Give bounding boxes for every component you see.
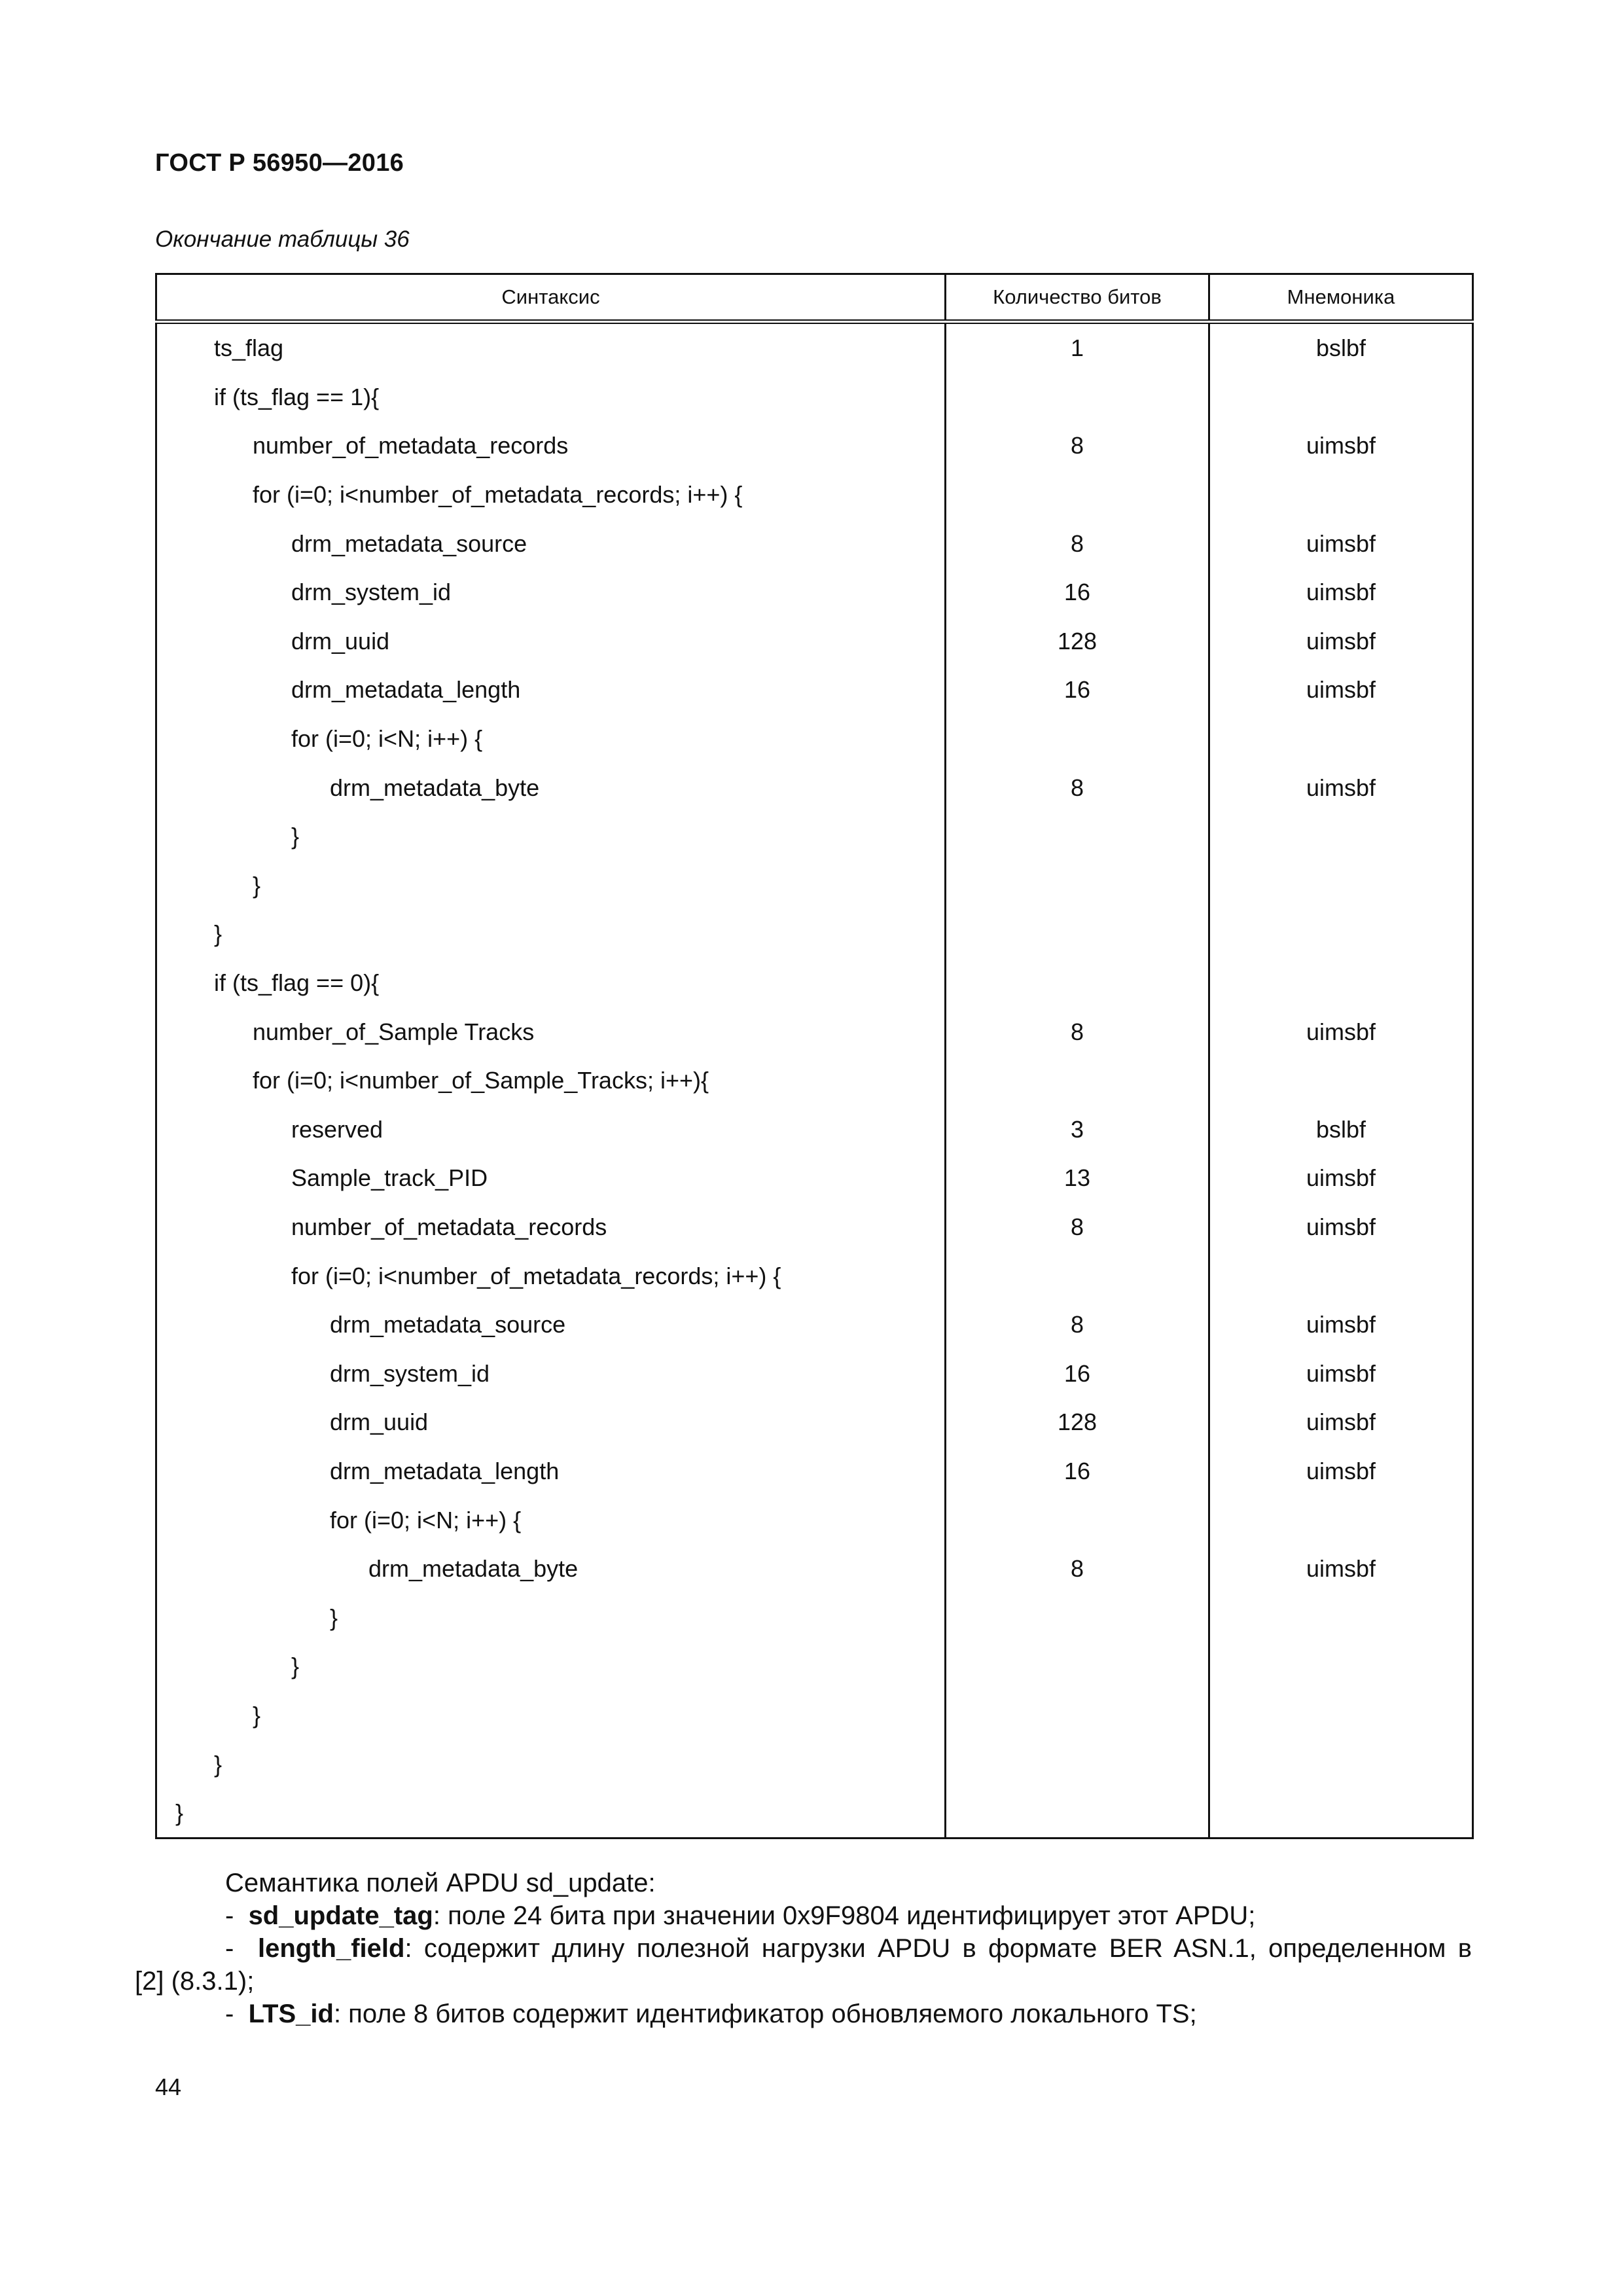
bits-cell: 8 — [946, 1545, 1209, 1594]
syntax-cell: } — [156, 1740, 946, 1789]
bits-cell: 8 — [946, 1203, 1209, 1252]
syntax-cell: drm_uuid — [156, 1398, 946, 1447]
table-header — [156, 274, 1473, 322]
syntax-cell: number_of_metadata_records — [156, 422, 946, 471]
bits-cell: 8 — [946, 763, 1209, 812]
mnemonic-cell — [1209, 373, 1473, 422]
syntax-cell: } — [156, 1593, 946, 1642]
syntax-cell: number_of_metadata_records — [156, 1203, 946, 1252]
bits-cell: 3 — [946, 1105, 1209, 1155]
mnemonic-cell: uimsbf — [1209, 1349, 1473, 1398]
mnemonic-cell: uimsbf — [1209, 422, 1473, 471]
item-text: : поле 8 битов содержит идентификатор обновляемого локального TS; — [333, 2000, 1197, 2028]
bits-cell: 16 — [946, 568, 1209, 617]
mnemonic-cell: bslbf — [1209, 322, 1473, 373]
table-row — [156, 763, 1473, 812]
bits-cell — [946, 471, 1209, 520]
bits-cell: 16 — [946, 666, 1209, 715]
table-header-row — [156, 274, 1473, 322]
item-term: sd_update_tag — [248, 1901, 433, 1930]
syntax-cell: drm_metadata_byte — [156, 763, 946, 812]
bits-cell: 128 — [946, 1398, 1209, 1447]
semantics-intro: Семантика полей APDU sd_update: — [225, 1869, 656, 1897]
syntax-cell: } — [156, 910, 946, 959]
bits-cell — [946, 373, 1209, 422]
mnemonic-cell: bslbf — [1209, 1105, 1473, 1155]
table-row — [156, 617, 1473, 666]
syntax-cell: if (ts_flag == 1){ — [156, 373, 946, 422]
table-row — [156, 519, 1473, 568]
bits-cell — [946, 1789, 1209, 1839]
table-row — [156, 715, 1473, 764]
table-row — [156, 1447, 1473, 1496]
bits-cell — [946, 1740, 1209, 1789]
table-row — [156, 959, 1473, 1008]
bits-cell — [946, 1593, 1209, 1642]
bits-cell — [946, 959, 1209, 1008]
table-row — [156, 322, 1473, 373]
bits-cell — [946, 812, 1209, 861]
bits-cell: 128 — [946, 617, 1209, 666]
mnemonic-cell — [1209, 1691, 1473, 1740]
semantics-item-length-field — [135, 1932, 1472, 1965]
mnemonic-cell — [1209, 812, 1473, 861]
mnemonic-cell — [1209, 1251, 1473, 1300]
table-body — [156, 322, 1473, 1839]
syntax-cell: for (i=0; i<number_of_metadata_records; i++) { — [156, 1251, 946, 1300]
syntax-cell: ts_flag — [156, 322, 946, 373]
syntax-cell: drm_metadata_length — [156, 1447, 946, 1496]
mnemonic-cell — [1209, 910, 1473, 959]
mnemonic-cell — [1209, 715, 1473, 764]
mnemonic-cell — [1209, 1056, 1473, 1105]
bits-cell — [946, 1056, 1209, 1105]
syntax-cell: drm_system_id — [156, 1349, 946, 1398]
syntax-cell: drm_uuid — [156, 617, 946, 666]
bits-cell: 8 — [946, 519, 1209, 568]
bits-cell: 13 — [946, 1154, 1209, 1203]
bits-cell: 8 — [946, 1007, 1209, 1056]
mnemonic-cell: uimsbf — [1209, 1203, 1473, 1252]
semantics-item-length-field-cont: [2] (8.3.1); — [135, 1967, 255, 1996]
bits-cell: 16 — [946, 1447, 1209, 1496]
syntax-cell: number_of_Sample Tracks — [156, 1007, 946, 1056]
mnemonic-cell — [1209, 861, 1473, 910]
syntax-cell: Sample_track_PID — [156, 1154, 946, 1203]
header-bits: Количество битов — [946, 274, 1209, 322]
item-term: LTS_id — [248, 2000, 334, 2028]
mnemonic-cell: uimsbf — [1209, 666, 1473, 715]
table-row — [156, 1545, 1473, 1594]
mnemonic-cell — [1209, 959, 1473, 1008]
item-text: : поле 24 бита при значении 0x9F9804 идентифицирует этот APDU; — [433, 1901, 1256, 1930]
table-caption: Окончание таблицы 36 — [155, 226, 410, 252]
item-text: : содержит длину полезной нагрузки APDU в формате BER ASN.1, определенном в — [404, 1934, 1472, 1963]
syntax-cell: for (i=0; i<N; i++) { — [156, 1496, 946, 1545]
mnemonic-cell: uimsbf — [1209, 1447, 1473, 1496]
item-dash: - — [225, 2000, 234, 2028]
mnemonic-cell — [1209, 1789, 1473, 1839]
table-row — [156, 1349, 1473, 1398]
table-row — [156, 471, 1473, 520]
header-syntax: Синтаксис — [156, 274, 946, 322]
table-row — [156, 1593, 1473, 1642]
table-row — [156, 1007, 1473, 1056]
syntax-cell: } — [156, 1642, 946, 1691]
bits-cell: 8 — [946, 1300, 1209, 1350]
table-row — [156, 422, 1473, 471]
bits-cell — [946, 910, 1209, 959]
semantics-section — [135, 1867, 1472, 2030]
syntax-cell: for (i=0; i<number_of_Sample_Tracks; i++){ — [156, 1056, 946, 1105]
mnemonic-cell: uimsbf — [1209, 763, 1473, 812]
table-row — [156, 1642, 1473, 1691]
table-row — [156, 812, 1473, 861]
table-row — [156, 373, 1473, 422]
mnemonic-cell: uimsbf — [1209, 1007, 1473, 1056]
bits-cell — [946, 861, 1209, 910]
syntax-cell: if (ts_flag == 0){ — [156, 959, 946, 1008]
mnemonic-cell: uimsbf — [1209, 1300, 1473, 1350]
syntax-table-grid — [155, 273, 1474, 1839]
page-number: 44 — [155, 2073, 182, 2100]
mnemonic-cell — [1209, 1593, 1473, 1642]
table-row — [156, 1105, 1473, 1155]
syntax-cell: reserved — [156, 1105, 946, 1155]
header-mnemonic: Мнемоника — [1209, 274, 1473, 322]
bits-cell — [946, 1691, 1209, 1740]
table-row — [156, 1251, 1473, 1300]
bits-cell — [946, 1496, 1209, 1545]
item-dash: - — [225, 1934, 234, 1963]
item-dash: - — [225, 1901, 234, 1930]
syntax-cell: for (i=0; i<number_of_metadata_records; i++) { — [156, 471, 946, 520]
syntax-cell: } — [156, 1691, 946, 1740]
bits-cell: 1 — [946, 322, 1209, 373]
table-row — [156, 1300, 1473, 1350]
syntax-cell: drm_metadata_byte — [156, 1545, 946, 1594]
mnemonic-cell: uimsbf — [1209, 1398, 1473, 1447]
table-row — [156, 1740, 1473, 1789]
syntax-cell: for (i=0; i<N; i++) { — [156, 715, 946, 764]
mnemonic-cell: uimsbf — [1209, 1545, 1473, 1594]
bits-cell: 16 — [946, 1349, 1209, 1398]
syntax-cell: drm_metadata_source — [156, 1300, 946, 1350]
syntax-cell: drm_metadata_source — [156, 519, 946, 568]
bits-cell — [946, 715, 1209, 764]
syntax-cell: drm_system_id — [156, 568, 946, 617]
mnemonic-cell: uimsbf — [1209, 1154, 1473, 1203]
semantics-item-lts-id — [135, 1998, 1472, 2030]
syntax-cell: drm_metadata_length — [156, 666, 946, 715]
syntax-cell: } — [156, 1789, 946, 1839]
table-row — [156, 1056, 1473, 1105]
bits-cell — [946, 1251, 1209, 1300]
mnemonic-cell — [1209, 1496, 1473, 1545]
syntax-cell: } — [156, 812, 946, 861]
table-row — [156, 1789, 1473, 1839]
syntax-table — [155, 273, 1472, 1839]
mnemonic-cell — [1209, 1740, 1473, 1789]
document-header: ГОСТ Р 56950—2016 — [155, 149, 404, 177]
mnemonic-cell — [1209, 471, 1473, 520]
syntax-cell: } — [156, 861, 946, 910]
mnemonic-cell — [1209, 1642, 1473, 1691]
table-row — [156, 1691, 1473, 1740]
table-row — [156, 666, 1473, 715]
semantics-item-sd-update-tag — [135, 1899, 1472, 1932]
table-row — [156, 1398, 1473, 1447]
table-row — [156, 1203, 1473, 1252]
table-row — [156, 1154, 1473, 1203]
item-term: length_field — [257, 1934, 405, 1963]
table-row — [156, 861, 1473, 910]
table-row — [156, 910, 1473, 959]
table-row — [156, 568, 1473, 617]
table-row — [156, 1496, 1473, 1545]
mnemonic-cell: uimsbf — [1209, 568, 1473, 617]
bits-cell — [946, 1642, 1209, 1691]
mnemonic-cell: uimsbf — [1209, 519, 1473, 568]
mnemonic-cell: uimsbf — [1209, 617, 1473, 666]
bits-cell: 8 — [946, 422, 1209, 471]
